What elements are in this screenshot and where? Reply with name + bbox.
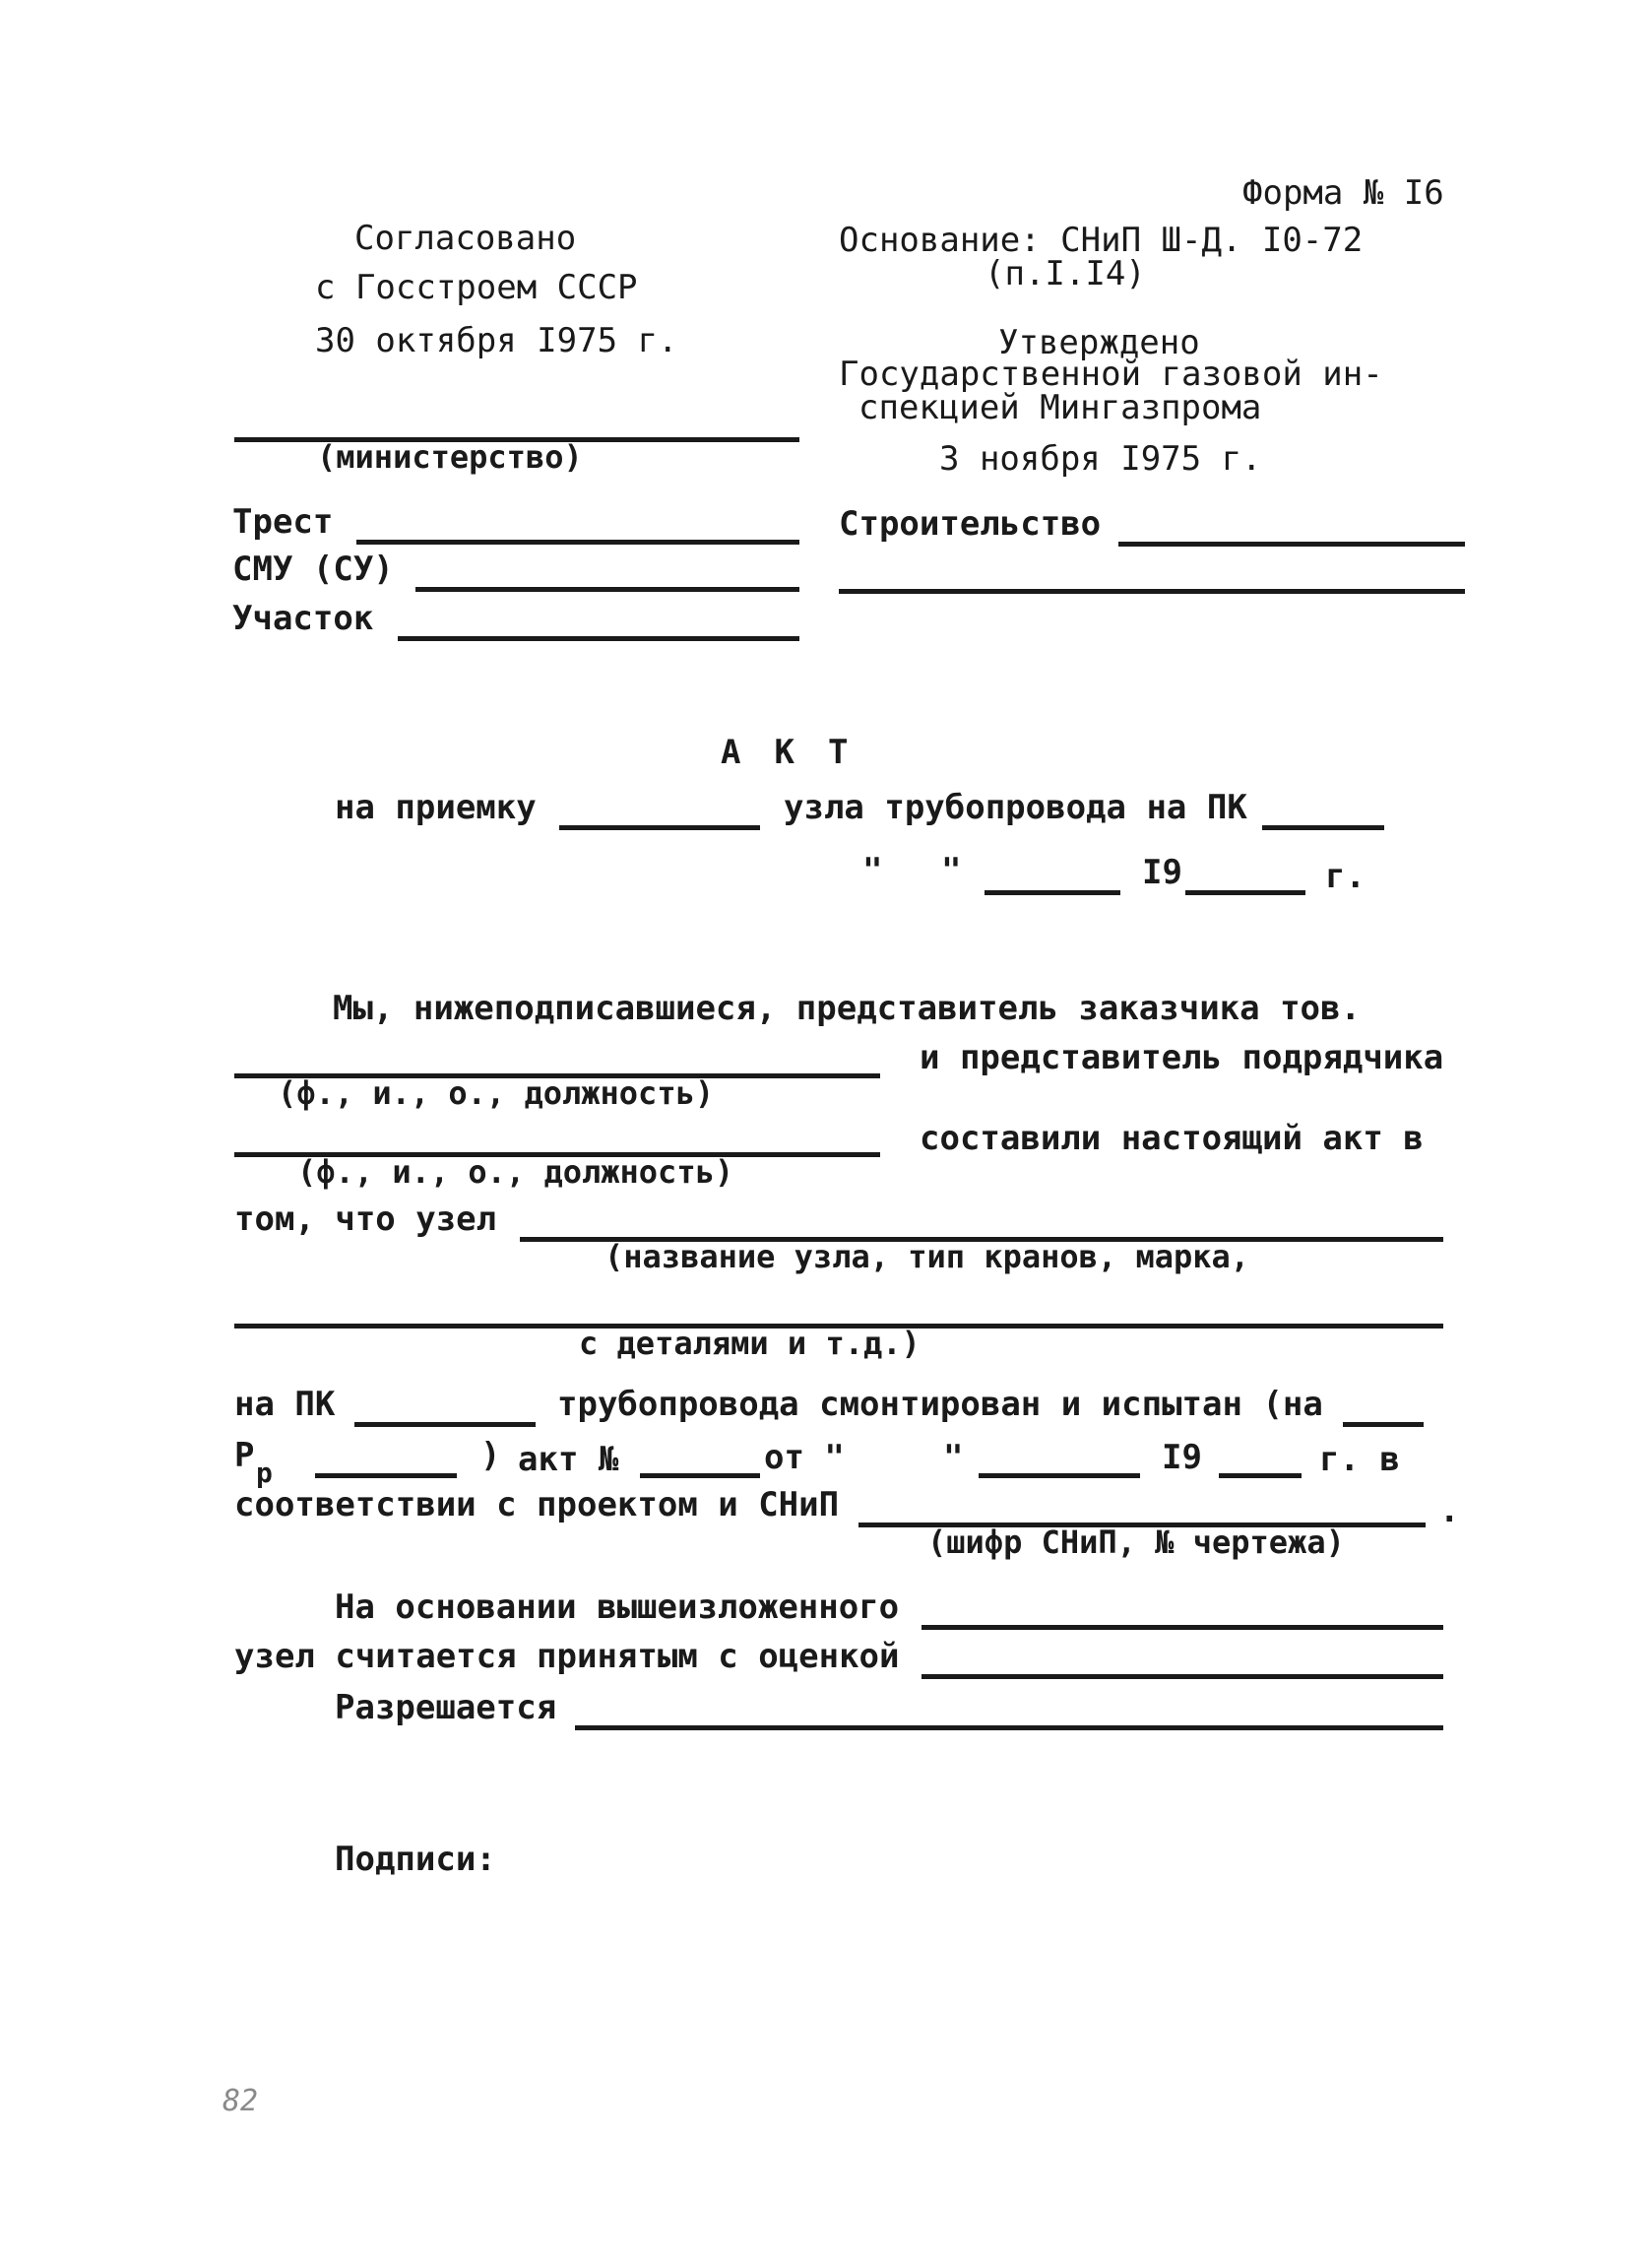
trust-field[interactable] xyxy=(356,540,799,545)
act-no: акт № xyxy=(518,1440,619,1479)
smu-field[interactable] xyxy=(415,587,799,592)
date-year-suffix: г. xyxy=(1325,857,1366,896)
p1-composed: составили настоящий акт в xyxy=(920,1119,1424,1158)
compliance-dot: . xyxy=(1439,1491,1460,1530)
smu-label: СМУ (СУ) xyxy=(232,550,394,589)
p1-rep-contractor: и представитель подрядчика xyxy=(920,1038,1444,1077)
subtitle-part1: на приемку xyxy=(335,788,537,827)
p1-line1: Мы, нижеподписавшиеся, представитель заказчика тов. xyxy=(333,989,1361,1028)
approved-line1: Утверждено xyxy=(998,323,1200,362)
allowed-field[interactable] xyxy=(575,1725,1443,1730)
pk-on: на ПК xyxy=(234,1385,336,1424)
basis-field[interactable] xyxy=(921,1625,1443,1630)
subtitle-part2: узла трубопровода на ПК xyxy=(784,788,1247,827)
fio-caption-2: (ф., и., о., должность) xyxy=(297,1153,734,1191)
act-year: I9 xyxy=(1162,1438,1202,1477)
pressure-sub: р xyxy=(256,1457,273,1489)
date-year-prefix: I9 xyxy=(1142,853,1182,892)
basis-text: На основании вышеизложенного xyxy=(335,1588,900,1627)
pressure-p: Р xyxy=(234,1436,255,1475)
node-that: том, что узел xyxy=(234,1199,497,1239)
pressure-field[interactable] xyxy=(315,1473,457,1478)
compliance-text: соответствии с проектом и СНиП xyxy=(234,1485,840,1524)
fio-caption-1: (ф., и., о., должность) xyxy=(278,1074,715,1112)
date-quote-close: " xyxy=(941,851,962,890)
form-number: Форма № I6 xyxy=(1242,173,1444,213)
basis-line1: Основание: СНиП Ш-Д. I0-72 xyxy=(839,221,1364,260)
basis-line2: (п.I.I4) xyxy=(985,254,1146,293)
date-quote-open: " xyxy=(862,851,883,890)
allowed-text: Разрешается xyxy=(335,1688,557,1727)
pk-field[interactable] xyxy=(354,1422,536,1427)
node-caption-2: с деталями и т.д.) xyxy=(579,1325,921,1362)
construction-field[interactable] xyxy=(1118,542,1465,547)
act-title: АКТ xyxy=(721,733,882,772)
date-month-field[interactable] xyxy=(985,890,1120,895)
test-medium-field[interactable] xyxy=(1343,1422,1424,1427)
rating-field[interactable] xyxy=(921,1674,1443,1679)
act-month-field[interactable] xyxy=(979,1473,1140,1478)
act-number-field[interactable] xyxy=(640,1473,760,1478)
subtitle-field-1[interactable] xyxy=(559,825,760,830)
page-number: 82 xyxy=(222,2084,259,2118)
node-caption-1: (название узла, тип кранов, марка, xyxy=(604,1238,1250,1275)
act-quote: " xyxy=(943,1438,964,1477)
approved-line2: Государственной газовой ин- xyxy=(839,355,1383,394)
agreed-line1: Согласовано xyxy=(354,219,577,258)
agreed-line2: с Госстроем СССР xyxy=(315,268,638,307)
approved-line3: спекцией Мингазпрома xyxy=(858,388,1262,427)
date-year-field[interactable] xyxy=(1185,890,1305,895)
section-field[interactable] xyxy=(398,636,799,641)
pk-text: трубопровода смонтирован и испытан (на xyxy=(557,1385,1323,1424)
act-g: г. в xyxy=(1319,1440,1400,1479)
pressure-close: ) xyxy=(480,1436,501,1475)
trust-label: Трест xyxy=(232,502,334,542)
act-year-field[interactable] xyxy=(1219,1473,1302,1478)
subtitle-pk-field[interactable] xyxy=(1262,825,1384,830)
signatures-label: Подписи: xyxy=(335,1840,496,1879)
accepted-text: узел считается принятым с оценкой xyxy=(234,1637,900,1676)
agreed-date: 30 октября I975 г. xyxy=(315,321,678,360)
construction-field-2[interactable] xyxy=(839,589,1465,594)
section-label: Участок xyxy=(232,599,374,638)
ministry-caption: (министерство) xyxy=(317,438,583,476)
act-from: от " xyxy=(764,1438,845,1477)
approved-date: 3 ноября I975 г. xyxy=(939,439,1262,479)
compliance-caption: (шифр СНиП, № чертежа) xyxy=(927,1523,1345,1561)
construction-label: Строительство xyxy=(839,504,1102,544)
